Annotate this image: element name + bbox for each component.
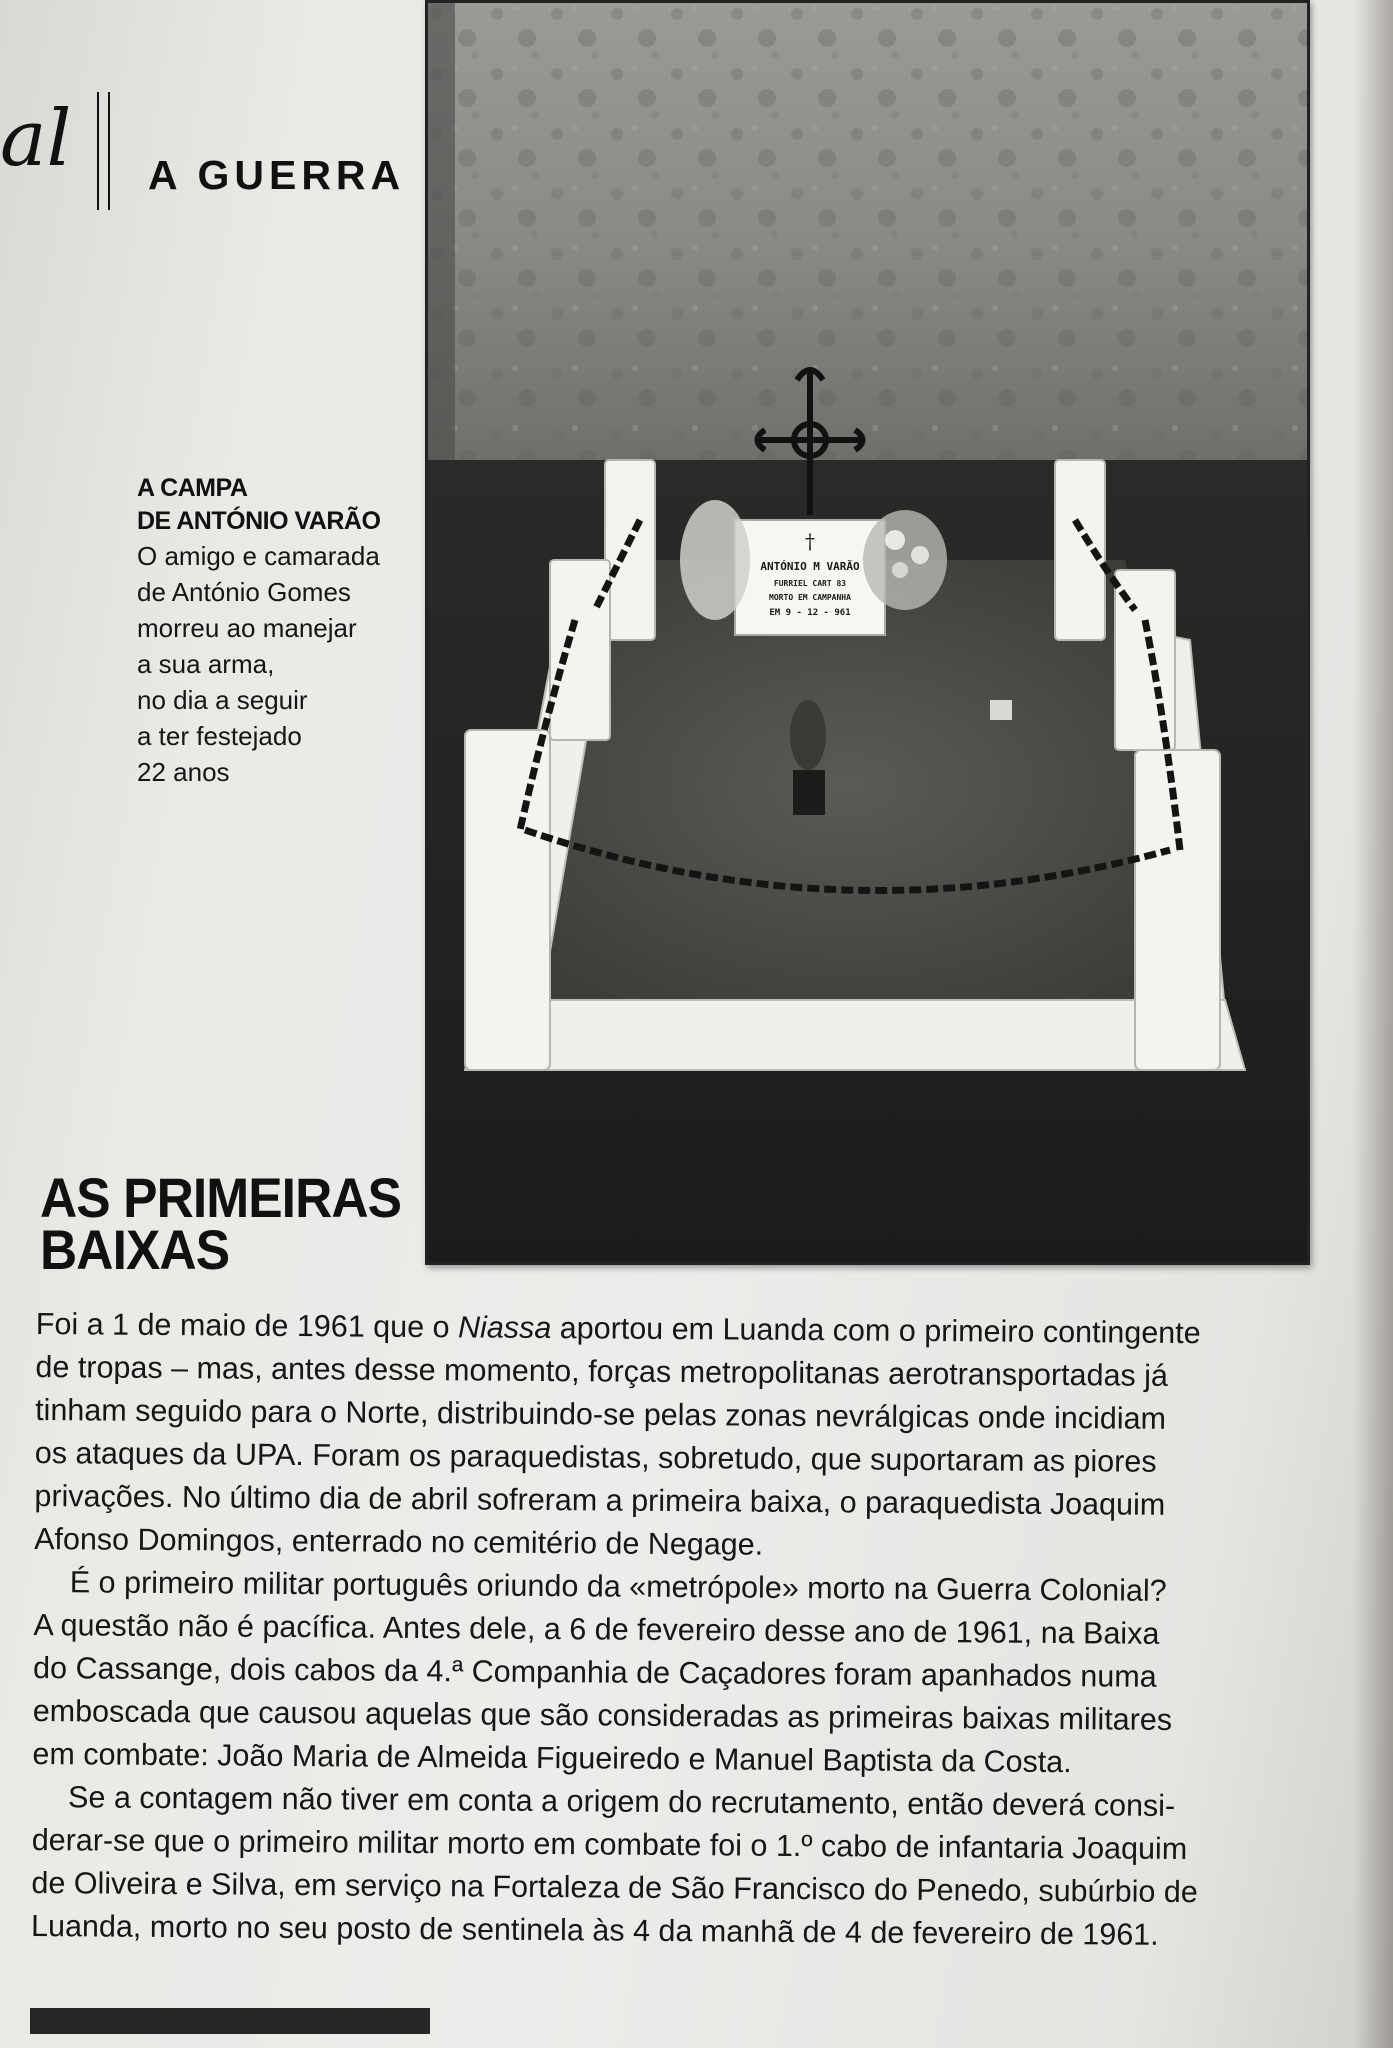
- text-line: em combate: João Maria de Almeida Figueiredo e Manuel Baptista da Costa.: [32, 1736, 1072, 1780]
- text-line: de tropas – mas, antes desse momento, forças metropolitanas aerotransportadas já: [35, 1349, 1169, 1393]
- article-paragraph: [31, 1776, 1322, 1958]
- caption-title-line: DE ANTÓNIO VARÃO: [137, 507, 381, 535]
- text-line: os ataques da UPA. Foram os paraquedistas, sobretudo, que suportaram as piores: [34, 1435, 1157, 1479]
- caption-line: a ter festejado: [137, 721, 302, 751]
- plaque-line: MORTO EM CAMPANHA: [769, 593, 851, 602]
- caption-line: de António Gomes: [137, 577, 351, 607]
- text-line: do Cassange, dois cabos da 4.ª Companhia de Caçadores foram apanhados numa: [32, 1650, 1157, 1694]
- caption-title: [137, 472, 437, 538]
- text-line: Luanda, morto no seu posto de sentinela às 4 da manhã de 4 de fevereiro de 1961.: [30, 1908, 1159, 1952]
- plaque-line: ANTÓNIO M VARÃO: [760, 560, 860, 573]
- caption-line: a sua arma,: [137, 649, 275, 679]
- plaque-line: FURRIEL CART 83: [773, 579, 847, 588]
- article-body: [31, 1303, 1326, 1958]
- section-header-title: A GUERRA: [148, 152, 406, 198]
- article-headline: [40, 1166, 402, 1281]
- headline-line: AS PRIMEIRAS: [40, 1166, 402, 1229]
- text-line: emboscada que causou aquelas que são consideradas as primeiras baixas militares: [32, 1693, 1173, 1737]
- text-line: Afonso Domingos, enterrado no cemitério de Negage.: [34, 1521, 764, 1562]
- text-line: A questão não é pacífica. Antes dele, a 6 de fevereiro desse ano de 1961, na Baixa: [33, 1607, 1160, 1651]
- text-line: derar-se que o primeiro militar morto em combate foi o 1.º cabo de infantaria Joaquim: [31, 1822, 1188, 1867]
- text-line: Foi a 1 de maio de 1961 que o Niassa aportou em Luanda com o primeiro contingente: [35, 1306, 1201, 1351]
- caption-line: no dia a seguir: [137, 685, 308, 715]
- text-line: de Oliveira e Silva, em serviço na Fortaleza de São Francisco do Penedo, subúrbio de: [31, 1865, 1198, 1910]
- svg-text:†: †: [805, 529, 815, 553]
- caption-title-line: A CAMPA: [137, 474, 248, 502]
- article-paragraph: [34, 1303, 1326, 1571]
- header-divider: [97, 92, 110, 210]
- text-line: tinham seguido para o Norte, distribuindo-se pelas zonas nevrálgicas onde incidiam: [35, 1392, 1167, 1436]
- caption-line: O amigo e camarada: [137, 541, 380, 571]
- plaque-line: EM 9 - 12 - 961: [769, 608, 851, 618]
- text-line: privações. No último dia de abril sofreram a primeira baixa, o paraquedista Joaquim: [34, 1478, 1166, 1522]
- grave-photograph: [425, 0, 1310, 1265]
- article-paragraph: [32, 1561, 1324, 1786]
- headline-line: BAIXAS: [40, 1218, 230, 1281]
- footer-bar: [30, 2008, 430, 2034]
- section-header-fragment: al: [0, 94, 72, 184]
- text-line: É o primeiro militar português oriundo da «metrópole» morto na Guerra Colonial?: [69, 1565, 1167, 1608]
- photo-caption: [137, 472, 437, 790]
- page-edge-shadow: [1353, 0, 1393, 2048]
- caption-line: morreu ao manejar: [137, 613, 357, 643]
- caption-body: [137, 538, 437, 790]
- ship-name: Niassa: [457, 1310, 552, 1346]
- text-line: Se a contagem não tiver em conta a origem do recrutamento, então deverá consi-: [67, 1780, 1176, 1823]
- caption-line: 22 anos: [137, 757, 230, 787]
